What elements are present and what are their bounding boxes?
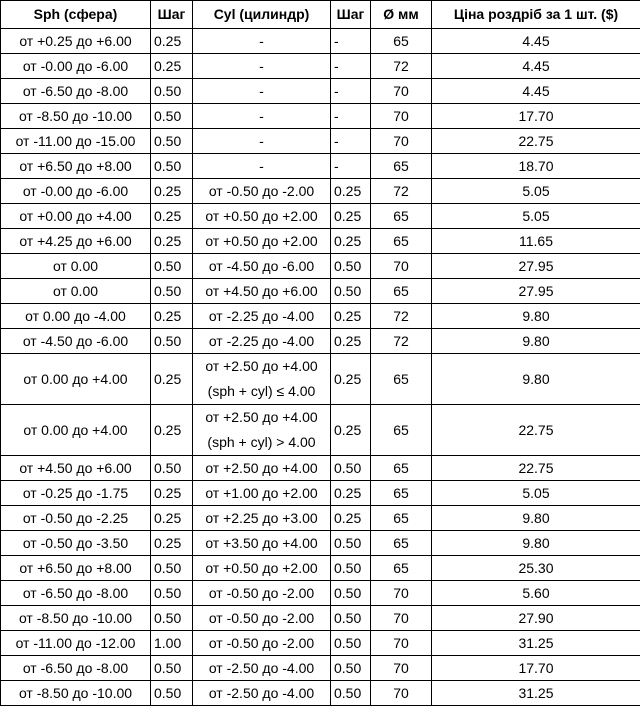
sph-cell: от -0.25 до -1.75: [1, 481, 151, 506]
cyl-cell: от -2.25 до -4.00: [193, 329, 331, 354]
price-cell: 18.70: [432, 154, 640, 179]
sph-cell: от +0.00 до +4.00: [1, 204, 151, 229]
table-row: [1, 481, 640, 506]
sph-step-cell: 0.25: [151, 405, 193, 456]
diameter-cell: 65: [371, 506, 432, 531]
sph-step-cell: 0.50: [151, 681, 193, 706]
cyl-step-cell: 0.25: [331, 506, 371, 531]
table-row: [1, 405, 640, 456]
table-row: [1, 229, 640, 254]
diameter-cell: 70: [371, 681, 432, 706]
price-cell: 4.45: [432, 54, 640, 79]
cyl-step-cell: -: [331, 104, 371, 129]
sph-step-cell: 0.50: [151, 79, 193, 104]
cyl-step-cell: -: [331, 29, 371, 54]
table-row: [1, 656, 640, 681]
diameter-cell: 65: [371, 204, 432, 229]
sph-cell: от -6.50 до -8.00: [1, 581, 151, 606]
price-cell: 17.70: [432, 656, 640, 681]
sph-step-cell: 0.50: [151, 581, 193, 606]
cyl-cell: от -0.50 до -2.00: [193, 581, 331, 606]
sph-cell: от -0.50 до -2.25: [1, 506, 151, 531]
table-row: [1, 556, 640, 581]
sph-cell: от -8.50 до -10.00: [1, 606, 151, 631]
price-cell: 9.80: [432, 354, 640, 405]
cyl-cell: -: [193, 54, 331, 79]
sph-cell: от -11.00 до -15.00: [1, 129, 151, 154]
table-row: [1, 279, 640, 304]
sph-cell: от 0.00: [1, 254, 151, 279]
price-cell: 9.80: [432, 329, 640, 354]
price-cell: 31.25: [432, 631, 640, 656]
cyl-cell: от +2.25 до +3.00: [193, 506, 331, 531]
cyl-cell: от +3.50 до +4.00: [193, 531, 331, 556]
table-row: [1, 129, 640, 154]
diameter-cell: 72: [371, 54, 432, 79]
diameter-cell: 65: [371, 29, 432, 54]
sph-step-cell: 0.50: [151, 606, 193, 631]
sph-step-cell: 0.25: [151, 204, 193, 229]
price-cell: 17.70: [432, 104, 640, 129]
cyl-cell: от +0.50 до +2.00: [193, 556, 331, 581]
table-row: [1, 329, 640, 354]
cyl-cell: [193, 354, 331, 405]
sph-cell: от -0.00 до -6.00: [1, 179, 151, 204]
header-sph-step: Шаг: [151, 1, 193, 29]
cyl-cell: -: [193, 129, 331, 154]
sph-step-cell: 1.00: [151, 631, 193, 656]
sph-step-cell: 0.50: [151, 154, 193, 179]
sph-step-cell: 0.50: [151, 656, 193, 681]
sph-cell: от +0.25 до +6.00: [1, 29, 151, 54]
cyl-step-cell: -: [331, 129, 371, 154]
sph-step-cell: 0.50: [151, 104, 193, 129]
cyl-step-cell: 0.50: [331, 606, 371, 631]
price-cell: 9.80: [432, 531, 640, 556]
diameter-cell: 65: [371, 456, 432, 481]
price-cell: 25.30: [432, 556, 640, 581]
sph-cell: от 0.00 до +4.00: [1, 354, 151, 405]
diameter-cell: 72: [371, 329, 432, 354]
price-cell: 27.95: [432, 254, 640, 279]
table-row: [1, 54, 640, 79]
cyl-step-cell: 0.25: [331, 204, 371, 229]
cyl-step-cell: 0.25: [331, 405, 371, 456]
sph-cell: от -0.00 до -6.00: [1, 54, 151, 79]
price-cell: 22.75: [432, 405, 640, 456]
cyl-step-cell: 0.50: [331, 556, 371, 581]
cyl-cell: от -0.50 до -2.00: [193, 631, 331, 656]
cyl-step-cell: 0.25: [331, 229, 371, 254]
table-row: [1, 354, 640, 405]
price-cell: 27.95: [432, 279, 640, 304]
cyl-step-cell: 0.50: [331, 631, 371, 656]
cyl-step-cell: 0.25: [331, 179, 371, 204]
table-row: [1, 304, 640, 329]
diameter-cell: 65: [371, 279, 432, 304]
sph-step-cell: 0.25: [151, 354, 193, 405]
sph-cell: от 0.00 до +4.00: [1, 405, 151, 456]
table-row: [1, 531, 640, 556]
sph-cell: от -4.50 до -6.00: [1, 329, 151, 354]
sph-step-cell: 0.25: [151, 54, 193, 79]
cyl-step-cell: -: [331, 154, 371, 179]
price-cell: 27.90: [432, 606, 640, 631]
cyl-cell: от -0.50 до -2.00: [193, 606, 331, 631]
cyl-cell: -: [193, 29, 331, 54]
sph-step-cell: 0.50: [151, 254, 193, 279]
header-cyl: Cyl (цилиндр): [193, 1, 331, 29]
table-row: [1, 79, 640, 104]
cyl-step-cell: 0.25: [331, 354, 371, 405]
sph-step-cell: 0.25: [151, 531, 193, 556]
sph-cell: от +4.50 до +6.00: [1, 456, 151, 481]
table-row: [1, 154, 640, 179]
sph-step-cell: 0.25: [151, 481, 193, 506]
diameter-cell: 65: [371, 556, 432, 581]
cyl-cell: от +2.50 до +4.00: [193, 456, 331, 481]
cyl-step-cell: -: [331, 79, 371, 104]
sph-step-cell: 0.50: [151, 279, 193, 304]
sph-cell: от +6.50 до +8.00: [1, 556, 151, 581]
table-row: [1, 606, 640, 631]
cyl-step-cell: 0.50: [331, 581, 371, 606]
cyl-step-cell: 0.50: [331, 656, 371, 681]
price-cell: 5.05: [432, 204, 640, 229]
cyl-step-cell: 0.50: [331, 279, 371, 304]
sph-cell: от -11.00 до -12.00: [1, 631, 151, 656]
price-cell: 4.45: [432, 29, 640, 54]
table-row: [1, 456, 640, 481]
diameter-cell: 65: [371, 481, 432, 506]
cyl-range: от +2.50 до +4.00: [205, 358, 318, 374]
sph-cell: от -6.50 до -8.00: [1, 656, 151, 681]
sph-cell: от 0.00 до -4.00: [1, 304, 151, 329]
sph-step-cell: 0.50: [151, 456, 193, 481]
diameter-cell: 72: [371, 304, 432, 329]
cyl-step-cell: 0.25: [331, 304, 371, 329]
header-price: Ціна роздріб за 1 шт. ($): [432, 1, 640, 29]
table-row: [1, 104, 640, 129]
cyl-step-cell: 0.50: [331, 254, 371, 279]
price-cell: 22.75: [432, 456, 640, 481]
sph-step-cell: 0.50: [151, 556, 193, 581]
header-row: [1, 1, 640, 29]
cyl-step-cell: 0.50: [331, 681, 371, 706]
diameter-cell: 72: [371, 179, 432, 204]
sph-step-cell: 0.25: [151, 179, 193, 204]
diameter-cell: 65: [371, 354, 432, 405]
price-cell: 9.80: [432, 304, 640, 329]
diameter-cell: 70: [371, 129, 432, 154]
cyl-cell: от -0.50 до -2.00: [193, 179, 331, 204]
cyl-step-cell: 0.25: [331, 329, 371, 354]
sph-step-cell: 0.50: [151, 129, 193, 154]
diameter-cell: 70: [371, 606, 432, 631]
cyl-condition: (sph + cyl) ≤ 4.00: [207, 383, 316, 399]
cyl-condition: (sph + cyl) > 4.00: [207, 434, 316, 450]
diameter-cell: 70: [371, 79, 432, 104]
price-cell: 22.75: [432, 129, 640, 154]
sph-cell: от +6.50 до +8.00: [1, 154, 151, 179]
sph-cell: от +4.25 до +6.00: [1, 229, 151, 254]
table-row: [1, 681, 640, 706]
sph-step-cell: 0.25: [151, 506, 193, 531]
diameter-cell: 70: [371, 104, 432, 129]
price-cell: 4.45: [432, 79, 640, 104]
table-row: [1, 631, 640, 656]
cyl-cell: от +0.50 до +2.00: [193, 229, 331, 254]
diameter-cell: 70: [371, 631, 432, 656]
sph-cell: от -0.50 до -3.50: [1, 531, 151, 556]
cyl-step-cell: -: [331, 54, 371, 79]
price-cell: 5.05: [432, 179, 640, 204]
sph-cell: от -6.50 до -8.00: [1, 79, 151, 104]
diameter-cell: 65: [371, 229, 432, 254]
cyl-cell: [193, 405, 331, 456]
sph-step-cell: 0.50: [151, 329, 193, 354]
table-row: [1, 581, 640, 606]
diameter-cell: 65: [371, 154, 432, 179]
sph-cell: от -8.50 до -10.00: [1, 104, 151, 129]
cyl-cell: от +0.50 до +2.00: [193, 204, 331, 229]
cyl-cell: от -2.50 до -4.00: [193, 681, 331, 706]
cyl-cell: -: [193, 79, 331, 104]
price-cell: 31.25: [432, 681, 640, 706]
cyl-cell: -: [193, 154, 331, 179]
table-row: [1, 179, 640, 204]
sph-step-cell: 0.25: [151, 304, 193, 329]
price-cell: 5.60: [432, 581, 640, 606]
diameter-cell: 65: [371, 531, 432, 556]
cyl-cell: от +4.50 до +6.00: [193, 279, 331, 304]
table-row: [1, 506, 640, 531]
cyl-step-cell: 0.50: [331, 456, 371, 481]
sph-cell: от -8.50 до -10.00: [1, 681, 151, 706]
price-cell: 11.65: [432, 229, 640, 254]
table-row: [1, 204, 640, 229]
sph-step-cell: 0.25: [151, 29, 193, 54]
price-cell: 5.05: [432, 481, 640, 506]
sph-cell: от 0.00: [1, 279, 151, 304]
header-diameter: Ø мм: [371, 1, 432, 29]
diameter-cell: 70: [371, 581, 432, 606]
cyl-cell: от -2.25 до -4.00: [193, 304, 331, 329]
cyl-cell: от -4.50 до -6.00: [193, 254, 331, 279]
diameter-cell: 70: [371, 254, 432, 279]
table-row: [1, 254, 640, 279]
table-row: [1, 29, 640, 54]
sph-step-cell: 0.25: [151, 229, 193, 254]
header-cyl-step: Шаг: [331, 1, 371, 29]
cyl-step-cell: 0.50: [331, 531, 371, 556]
cyl-range: от +2.50 до +4.00: [205, 409, 318, 425]
cyl-cell: -: [193, 104, 331, 129]
header-sph: Sph (сфера): [1, 1, 151, 29]
price-cell: 9.80: [432, 506, 640, 531]
diameter-cell: 65: [371, 405, 432, 456]
cyl-cell: от +1.00 до +2.00: [193, 481, 331, 506]
diameter-cell: 70: [371, 656, 432, 681]
cyl-cell: от -2.50 до -4.00: [193, 656, 331, 681]
cyl-step-cell: 0.25: [331, 481, 371, 506]
